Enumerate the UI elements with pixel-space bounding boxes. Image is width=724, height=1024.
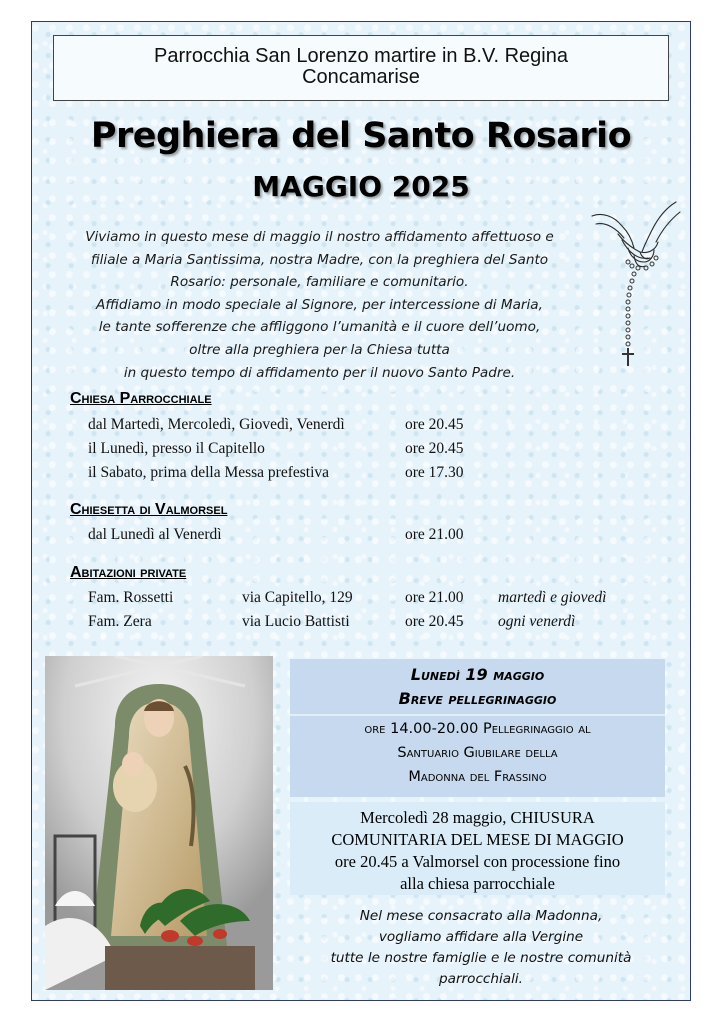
closing-text [292,906,670,990]
closing-event-box [290,802,665,895]
closing-event-line: ore 20.45 a Valmorsel con processione fino [334,852,621,871]
intro-line: oltre alla preghiera per la Chiesa tutta [189,341,450,358]
page-subtitle: MAGGIO 2025 [252,170,470,203]
section-heading-abitazioni-private: Abitazioni private [70,564,187,581]
pilgrimage-line: Santuario Giubilare della [397,745,558,761]
intro-line: Rosario: personale, familiare e comunitario. [170,274,469,291]
family-name: Fam. Rossetti [88,589,174,606]
schedule-days: martedì e giovedì [498,589,607,606]
intro-line: le tante sofferenze che affliggono l’umanità e il cuore dell’uomo, [98,319,541,336]
page-title: Preghiera del Santo Rosario [90,116,632,156]
intro-line: filiale a Maria Santissima, nostra Madre, con la preghiera del Santo [90,251,549,268]
pilgrimage-title: Breve pellegrinaggio [398,689,557,708]
schedule-time: ore 20.45 [405,440,464,457]
family-address: via Lucio Battisti [242,613,350,630]
pilgrimage-box [290,659,665,797]
parish-town: Concamarise [302,66,420,88]
pilgrimage-date: Lunedì 19 maggio [410,665,545,684]
parish-header [53,35,669,101]
schedule-time: ore 20.45 [405,416,464,433]
closing-event-line: alla chiesa parrocchiale [400,874,555,893]
closing-line: tutte le nostre famiglie e le nostre comunità [330,950,632,966]
schedule-label: dal Lunedì al Venerdì [88,526,222,543]
closing-event-line: Mercoledì 28 maggio, CHIUSURA [360,808,595,827]
section-heading-chiesetta-valmorsel: Chiesetta di Valmorsel [70,501,228,518]
schedule-time: ore 21.00 [405,526,464,543]
intro-line: Viviamo in questo mese di maggio il nostro affidamento affettuoso e [85,229,554,245]
pilgrimage-divider [290,714,665,716]
pilgrimage-line: Madonna del Frassino [408,769,547,785]
schedule-label: dal Martedì, Mercoledì, Giovedì, Venerdì [88,416,345,433]
family-address: via Capitello, 129 [242,589,353,606]
family-name: Fam. Zera [88,613,152,630]
closing-event-line: COMUNITARIA DEL MESE DI MAGGIO [331,830,624,849]
schedule-label: il Sabato, prima della Messa prefestiva [88,464,330,481]
schedule-time: ore 17.30 [405,464,464,481]
closing-line: parrocchiali. [439,971,523,987]
pilgrimage-line: ore 14.00-20.00 Pellegrinaggio al [364,721,591,737]
madonna-statue-photo [45,656,273,990]
schedule-time: ore 20.45 [405,613,464,630]
intro-line: in questo tempo di affidamento per il nuovo Santo Padre. [123,364,516,381]
parish-name: Parrocchia San Lorenzo martire in B.V. Regina [154,45,568,67]
closing-line: Nel mese consacrato alla Madonna, [359,908,603,924]
schedule-days: ogni venerdì [498,613,576,630]
schedule-time: ore 21.00 [405,589,464,606]
praying-hands-rosary-illustration [588,196,684,378]
closing-line: vogliamo affidare alla Vergine [378,929,584,945]
intro-line: Affidiamo in modo speciale al Signore, per intercessione di Maria, [96,296,543,313]
schedule-label: il Lunedì, presso il Capitello [88,440,265,457]
section-heading-chiesa-parrocchiale: Chiesa Parrocchiale [70,390,212,407]
intro-text [52,226,587,384]
